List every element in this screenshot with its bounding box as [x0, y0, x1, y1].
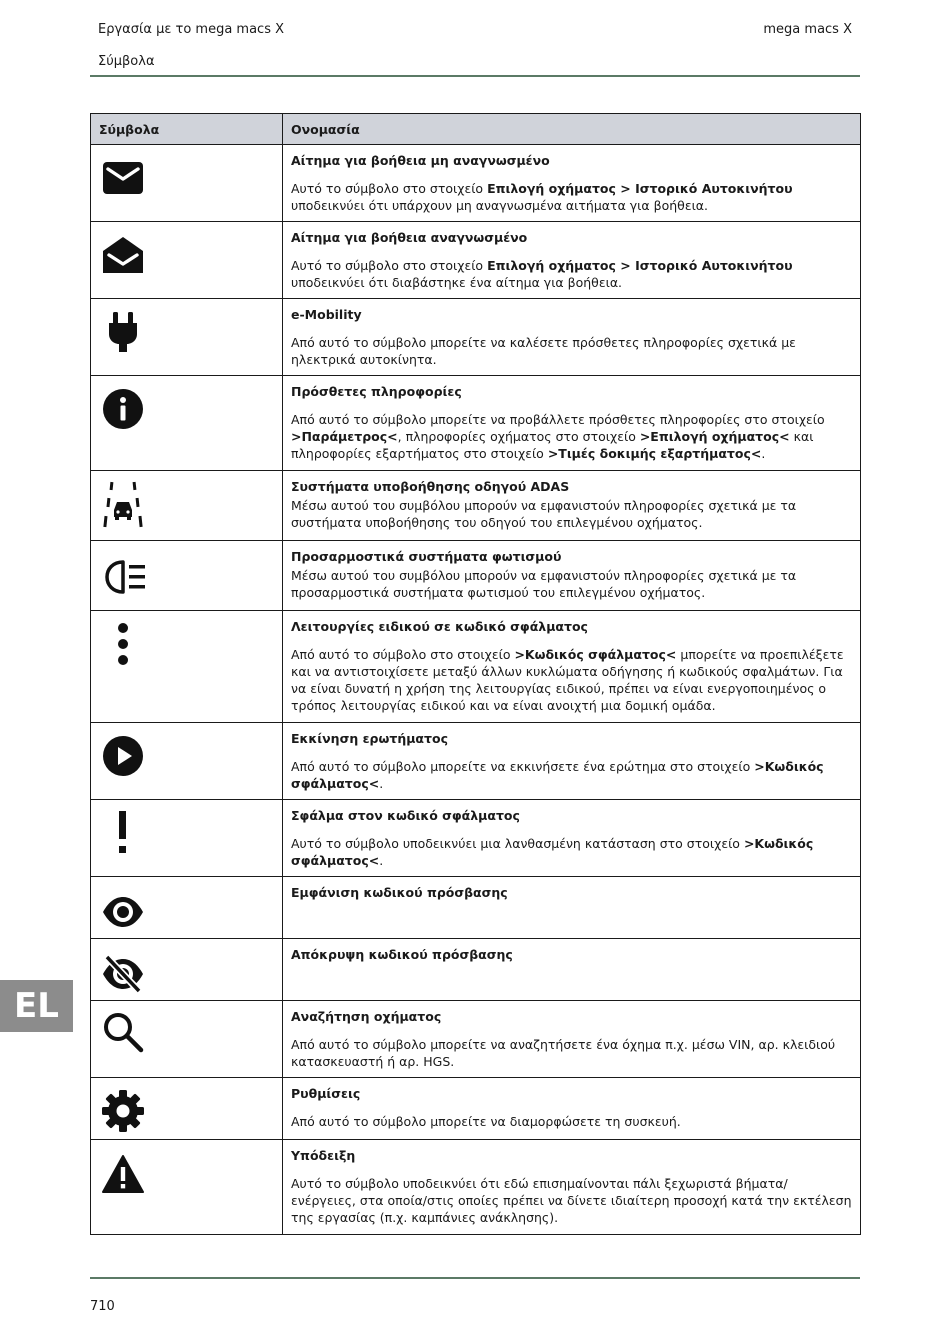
- description-text: , πληροφορίες οχήματος στο στοιχείο: [397, 429, 640, 444]
- symbol-cell: [91, 1078, 283, 1140]
- search-icon: [101, 1010, 145, 1054]
- symbol-title: Προσαρμοστικά συστήματα φωτισμού: [291, 549, 562, 564]
- table-row: [91, 800, 861, 877]
- symbol-cell: [91, 939, 283, 1001]
- symbol-cell: [91, 222, 283, 299]
- symbol-title: Αίτημα για βοήθεια αναγνωσμένο: [291, 230, 528, 245]
- header-divider: [90, 75, 860, 77]
- symbol-title: Εκκίνηση ερωτήματος: [291, 731, 448, 746]
- description-emphasis: >Κωδικός σφάλματος<: [291, 759, 824, 791]
- description-text: και πληροφορίες εξαρτήματος στο στοιχείο: [291, 429, 814, 461]
- description-emphasis: >Επιλογή οχήματος<: [639, 429, 790, 444]
- description-text: Μέσω αυτού του συμβόλου μπορούν να εμφανιστούν πληροφορίες σχετικά με τα συστήματα υποβοήθησης του οδηγού του επιλεγμένου οχήματος.: [291, 498, 797, 530]
- description-text: Από αυτό το σύμβολο μπορείτε να αναζητήσετε ένα όχημα π.χ. μέσω VIN, αρ. κλειδιού κατασκευαστή ή αρ. HGS.: [291, 1037, 836, 1069]
- description-text: Από αυτό το σύμβολο μπορείτε να προβάλλετε πρόσθετες πληροφορίες στο στοιχείο: [291, 412, 825, 427]
- description-text: .: [761, 446, 766, 461]
- description-text: υποδεικνύει ότι υπάρχουν μη αναγνωσμένα αιτήματα για βοήθεια.: [291, 198, 709, 213]
- symbol-title: Υπόδειξη: [291, 1148, 356, 1163]
- symbol-title: Αναζήτηση οχήματος: [291, 1009, 442, 1024]
- header-section-title: Σύμβολα: [98, 54, 155, 69]
- symbol-title: Πρόσθετες πληροφορίες: [291, 384, 462, 399]
- info-icon: [101, 387, 145, 431]
- description-cell: [283, 541, 861, 611]
- symbol-cell: [91, 611, 283, 723]
- table-row: [91, 299, 861, 376]
- description-cell: [283, 723, 861, 800]
- description-cell: [283, 145, 861, 222]
- warning-icon: [101, 1153, 145, 1197]
- symbol-description: [291, 257, 852, 291]
- table-row: [91, 723, 861, 800]
- mail-closed-icon: [101, 158, 145, 202]
- headlight-icon: [101, 555, 145, 599]
- description-emphasis: >Παράμετρος<: [291, 429, 398, 444]
- symbol-description: [291, 497, 852, 531]
- table-row: [91, 1001, 861, 1078]
- symbol-title: Σφάλμα στον κωδικό σφάλματος: [291, 808, 520, 823]
- description-emphasis: >Κωδικός σφάλματος<: [291, 836, 814, 868]
- table-row: [91, 1140, 861, 1235]
- table-row: [91, 1078, 861, 1140]
- description-text: Από αυτό το σύμβολο μπορείτε να διαμορφώσετε τη συσκευή.: [291, 1114, 681, 1129]
- symbol-cell: [91, 299, 283, 376]
- column-header-symbols: Σύμβολα: [91, 114, 283, 145]
- header-document-title: Εργασία με το mega macs X: [98, 22, 285, 37]
- description-emphasis: >Τιμές δοκιμής εξαρτήματος<: [547, 446, 762, 461]
- description-emphasis: Επιλογή οχήματος > Ιστορικό Αυτοκινήτου: [487, 258, 793, 273]
- eye-off-icon: [101, 952, 145, 996]
- plug-icon: [101, 310, 145, 354]
- symbol-description: [291, 646, 852, 714]
- symbols-table: [90, 113, 861, 1235]
- exclamation-icon: [101, 811, 145, 855]
- symbol-cell: [91, 471, 283, 541]
- table-row: [91, 471, 861, 541]
- table-header-row: [91, 114, 861, 145]
- symbol-description: [291, 411, 852, 462]
- description-cell: [283, 299, 861, 376]
- description-emphasis: >Κωδικός σφάλματος<: [514, 647, 677, 662]
- symbol-description: [291, 180, 852, 214]
- description-cell: [283, 1140, 861, 1235]
- symbol-description: [291, 835, 852, 869]
- description-cell: [283, 376, 861, 471]
- description-text: .: [379, 853, 384, 868]
- symbol-description: [291, 758, 852, 792]
- symbol-title: Εμφάνιση κωδικού πρόσβασης: [291, 885, 508, 900]
- symbol-description: [291, 334, 852, 368]
- mail-open-icon: [101, 233, 145, 277]
- table-row: [91, 376, 861, 471]
- symbol-cell: [91, 145, 283, 222]
- symbol-title: Συστήματα υποβοήθησης οδηγού ADAS: [291, 479, 570, 494]
- description-text: Αυτό το σύμβολο υποδεικνύει ότι εδώ επισημαίνονται πάλι ξεχωριστά βήματα/ ενέργειες, στα οποία/στις οποίες πρέπει να δίνετε ιδιαίτερη προσοχή κατά την εκτέλεση της εργασίας (π.χ. καμπάνιες ανάκλησης).: [291, 1176, 852, 1225]
- description-text: Αυτό το σύμβολο στο στοιχείο: [291, 258, 488, 273]
- table-row: [91, 145, 861, 222]
- symbol-title: Ρυθμίσεις: [291, 1086, 361, 1101]
- symbol-description: [291, 567, 852, 601]
- symbol-cell: [91, 877, 283, 939]
- symbol-title: Λειτουργίες ειδικού σε κωδικό σφάλματος: [291, 619, 588, 634]
- symbol-cell: [91, 1001, 283, 1078]
- description-text: Αυτό το σύμβολο στο στοιχείο: [291, 181, 488, 196]
- column-header-name: Ονομασία: [283, 114, 861, 145]
- description-cell: [283, 939, 861, 1001]
- table-row: [91, 222, 861, 299]
- eye-icon: [101, 890, 145, 934]
- description-text: μπορείτε να προεπιλέξετε και να αντιστοιχίσετε μεταξύ άλλων κυκλώματα οδήγησης ή κωδικούς σφαλμάτων. Για να είναι δυνατή η χρήση της λειτουργίας ειδικού, πρέπει να είναι ενεργοποιημένος ο τρόπος λειτουργίας ειδικού και να είναι ανοιχτή μια δομική ομάδα.: [291, 647, 844, 713]
- symbol-title: e-Mobility: [291, 307, 362, 322]
- symbol-title: Απόκρυψη κωδικού πρόσβασης: [291, 947, 513, 962]
- table-row: [91, 541, 861, 611]
- description-text: Από αυτό το σύμβολο στο στοιχείο: [291, 647, 515, 662]
- description-cell: [283, 800, 861, 877]
- table-row: [91, 877, 861, 939]
- description-text: Αυτό το σύμβολο υποδεικνύει μια λανθασμένη κατάσταση στο στοιχείο: [291, 836, 744, 851]
- gear-icon: [101, 1089, 145, 1133]
- symbol-title: Αίτημα για βοήθεια μη αναγνωσμένο: [291, 153, 550, 168]
- description-text: Μέσω αυτού του συμβόλου μπορούν να εμφανιστούν πληροφορίες σχετικά με τα προσαρμοστικά συστήματα φωτισμού του επιλεγμένου οχήματος.: [291, 568, 797, 600]
- symbol-cell: [91, 800, 283, 877]
- symbol-cell: [91, 1140, 283, 1235]
- symbol-cell: [91, 723, 283, 800]
- description-cell: [283, 471, 861, 541]
- description-emphasis: Επιλογή οχήματος > Ιστορικό Αυτοκινήτου: [487, 181, 793, 196]
- symbol-description: [291, 1036, 852, 1070]
- description-text: Από αυτό το σύμβολο μπορείτε να καλέσετε πρόσθετες πληροφορίες σχετικά με ηλεκτρικά αυτοκίνητα.: [291, 335, 796, 367]
- description-cell: [283, 877, 861, 939]
- symbol-cell: [91, 541, 283, 611]
- header-product-name: mega macs X: [763, 22, 852, 37]
- description-cell: [283, 1078, 861, 1140]
- description-text: .: [379, 776, 384, 791]
- symbol-cell: [91, 376, 283, 471]
- play-icon: [101, 734, 145, 778]
- description-cell: [283, 1001, 861, 1078]
- description-cell: [283, 222, 861, 299]
- description-cell: [283, 611, 861, 723]
- footer-divider: [90, 1277, 860, 1279]
- more-vertical-icon: [101, 620, 145, 664]
- symbol-description: [291, 1113, 852, 1130]
- description-text: υποδεικνύει ότι διαβάστηκε ένα αίτημα για βοήθεια.: [291, 275, 623, 290]
- page-number: 710: [90, 1299, 115, 1314]
- symbol-description: [291, 1175, 852, 1226]
- table-row: [91, 939, 861, 1001]
- adas-car-lanes-icon: [101, 480, 145, 524]
- description-text: Από αυτό το σύμβολο μπορείτε να εκκινήσετε ένα ερώτημα στο στοιχείο: [291, 759, 755, 774]
- table-row: [91, 611, 861, 723]
- language-tab: EL: [0, 980, 73, 1032]
